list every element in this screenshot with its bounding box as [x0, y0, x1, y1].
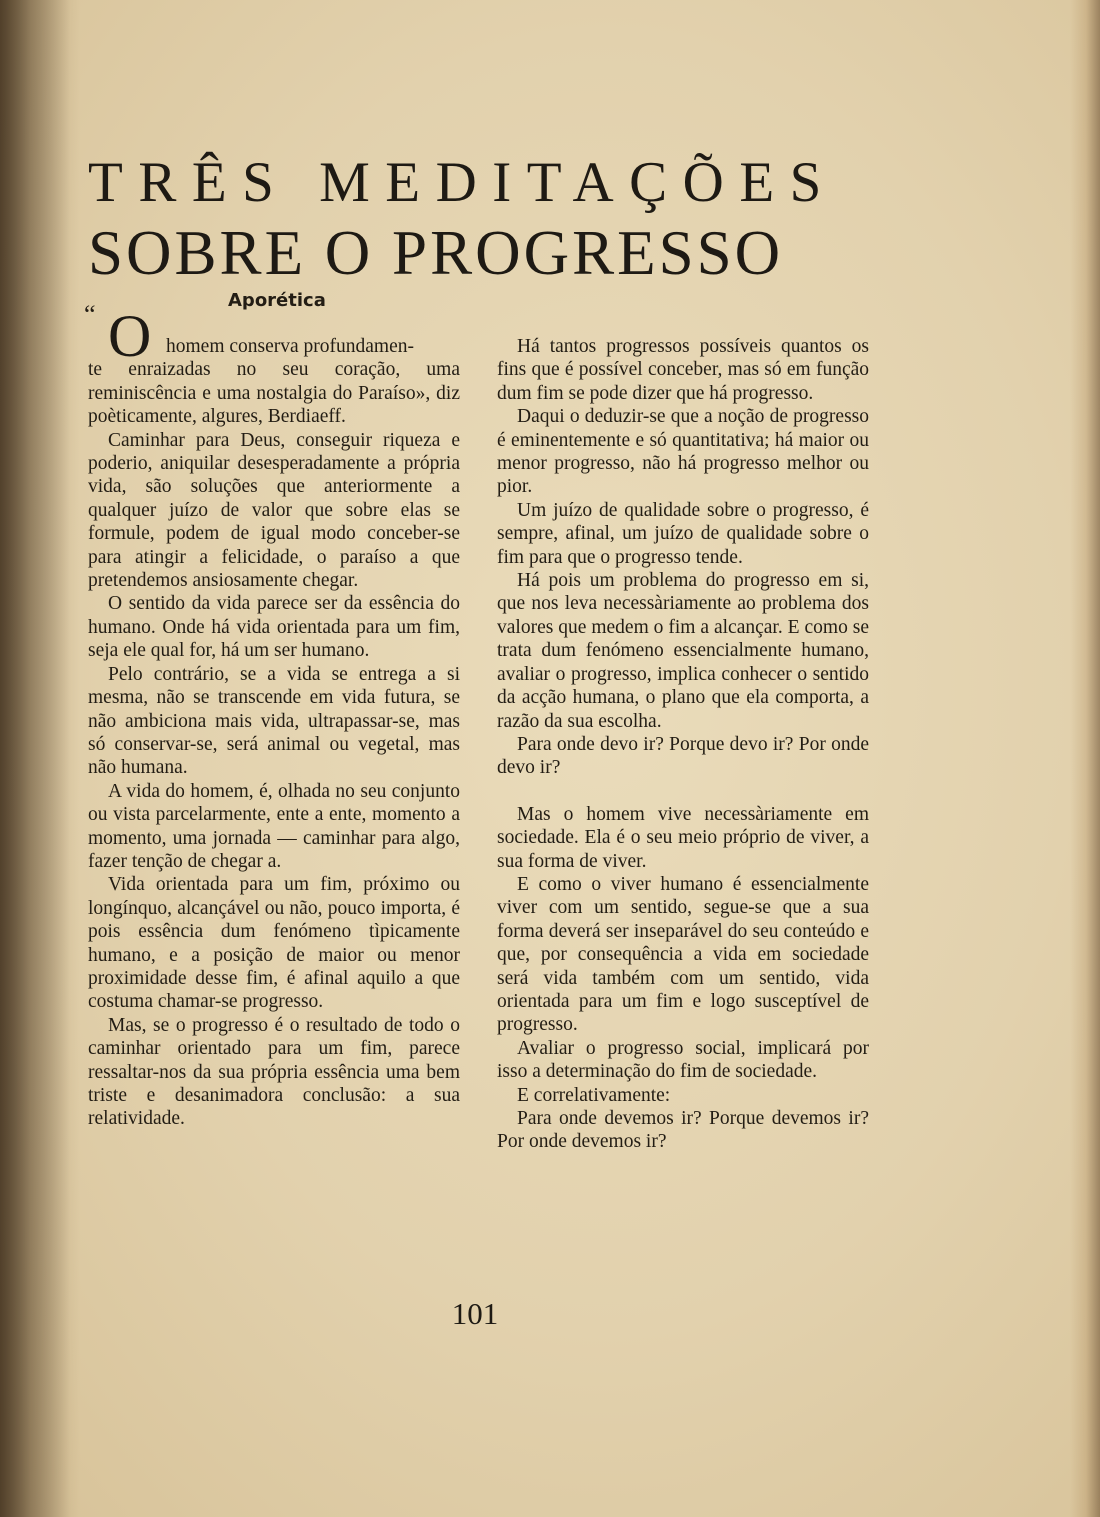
paragraph: Para onde devemos ir? Porque devemos ir? Por onde devemos ir?	[497, 1108, 869, 1153]
left-column	[88, 335, 460, 1131]
title-line-1: TRÊS MEDITAÇÕES	[88, 151, 837, 214]
paragraph	[88, 335, 460, 429]
paragraph: Mas, se o progresso é o resultado de todo o caminhar orientado para um fim, parece ressaltar-nos da sua própria essência uma bem triste e desanimadora conclusão: a sua relatividade.	[88, 1014, 460, 1130]
paragraph: Um juízo de qualidade sobre o progresso, é sempre, afinal, um juízo de qualidade sobre o fim para que o progresso tende.	[497, 499, 869, 568]
paragraph: E correlativamente:	[517, 1084, 671, 1106]
title-line-2: SOBRE O PROGRESSO	[88, 218, 784, 288]
spine-shadow	[0, 0, 70, 1517]
paragraph-text: te enraizadas no seu coração, uma reminiscência e uma nostalgia do Paraíso», diz poèticamente, algures, Berdiaeff.	[88, 359, 460, 428]
opening-quote-mark: “	[84, 300, 96, 329]
paragraph: Mas o homem vive necessàriamente em sociedade. Ela é o seu meio próprio de viver, a sua forma de viver.	[497, 803, 869, 872]
section-heading: Aporética	[228, 290, 326, 311]
drop-cap: O	[108, 303, 152, 369]
paragraph: A vida do homem, é, olhada no seu conjunto ou vista parcelarmente, ente a ente, momento a momento, uma jornada — caminhar para algo, fazer tenção de chegar a.	[88, 780, 460, 872]
right-column	[497, 335, 869, 1154]
paragraph-first-line: homem conserva profundamen-	[166, 336, 414, 357]
paragraph: O sentido da vida parece ser da essência do humano. Onde há vida orientada para um fim, seja ele qual for, há um ser humano.	[88, 593, 460, 662]
paragraph: E como o viver humano é essencialmente viver com um sentido, segue-se que a sua forma deverá ser inseparável do seu conteúdo e que, por consequência a vida em sociedade será vida também com um sentido, vida orientada para um fim e logo susceptível de progresso.	[497, 873, 869, 1036]
paragraph: Avaliar o progresso social, implicará por isso a determinação do fim de sociedade.	[497, 1037, 869, 1083]
paragraph: Pelo contrário, se a vida se entrega a si mesma, não se transcende em vida futura, se não ambiciona mais vida, ultrapassar-se, mas só conservar-se, será animal ou vegetal, mas não humana.	[88, 663, 460, 779]
paragraph: Caminhar para Deus, conseguir riqueza e poderio, aniquilar desesperadamente a própria vida, são soluções que anteriormente a qualquer juízo de valor que sobre elas se formule, podem de igual modo conceber-se para atingir a felicidade, o paraíso a que pretendemos ansiosamente chegar.	[88, 429, 460, 592]
page-number: 101	[451, 1296, 499, 1331]
paragraph: Vida orientada para um fim, próximo ou longínquo, alcançável ou não, pouco importa, é pois essência dum fenómeno tìpicamente humano, e a posição de maior ou menor proximidade desse fim, é afinal aquilo a que costuma chamar-se progresso.	[88, 874, 460, 1013]
article-title	[88, 148, 888, 288]
paragraph: Daqui o deduzir-se que a noção de progresso é eminentemente e só quantitativa; há maior ou menor progresso, não há progresso melhor ou pior.	[497, 406, 869, 498]
paragraph: Há tantos progressos possíveis quantos os fins que é possível conceber, mas só em função dum fim se pode dizer que há progresso.	[497, 336, 869, 404]
paragraph: Há pois um problema do progresso em si, que nos leva necessàriamente ao problema dos valores que medem o fim a alcançar. E como se trata dum fenómeno essencialmente humano, avaliar o progresso, implica conhecer o sentido da acção humana, o plano que ela comporta, a razão da sua escolha.	[497, 570, 869, 732]
paragraph: Para onde devo ir? Porque devo ir? Por onde devo ir?	[497, 733, 869, 779]
